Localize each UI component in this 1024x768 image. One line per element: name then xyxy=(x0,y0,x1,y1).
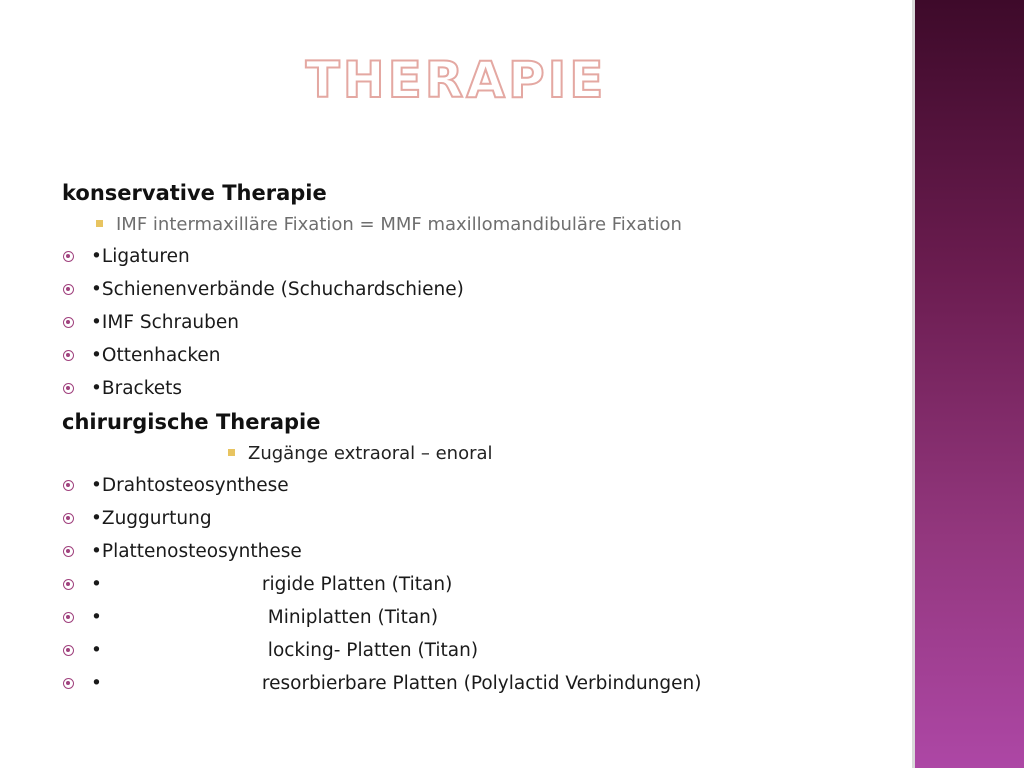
list-item xyxy=(62,471,902,504)
list-item-plate xyxy=(62,636,902,669)
list-item xyxy=(62,504,902,537)
section-heading-chirurgische: chirurgische Therapie xyxy=(62,410,321,434)
list-item-text: rigide Platten (Titan) xyxy=(261,574,453,595)
circle-bullet-icon xyxy=(63,251,74,262)
square-bullet-icon xyxy=(228,449,235,456)
list-item-text: •Schienenverbände (Schuchardschiene) xyxy=(91,279,464,300)
circle-bullet-icon xyxy=(63,645,74,656)
circle-bullet-icon xyxy=(63,317,74,328)
list-item xyxy=(62,341,902,374)
list-item xyxy=(62,242,902,275)
decorative-side-panel xyxy=(912,0,1024,768)
circle-bullet-icon xyxy=(63,350,74,361)
list-item-plate xyxy=(62,603,902,636)
slide-title: THERAPIE xyxy=(305,51,607,109)
sub-bullet-zugaenge xyxy=(62,439,902,471)
list-item-dot: • xyxy=(91,574,102,595)
list-item-text: •Ottenhacken xyxy=(91,345,221,366)
sub-bullet-text: IMF intermaxilläre Fixation = MMF maxillomandibuläre Fixation xyxy=(116,214,682,235)
list-item xyxy=(62,308,902,341)
circle-bullet-icon xyxy=(63,678,74,689)
list-item xyxy=(62,374,902,407)
list-item xyxy=(62,537,902,570)
list-item-plate xyxy=(62,570,902,603)
circle-bullet-icon xyxy=(63,284,74,295)
circle-bullet-icon xyxy=(63,579,74,590)
list-item-text: •IMF Schrauben xyxy=(91,312,240,333)
list-item-text: resorbierbare Platten (Polylactid Verbindungen) xyxy=(261,673,702,694)
list-item-text: •Zuggurtung xyxy=(91,508,212,529)
list-item-text: •Ligaturen xyxy=(91,246,190,267)
list-item-text: •Plattenosteosynthese xyxy=(91,541,302,562)
circle-bullet-icon xyxy=(63,383,74,394)
list-item-text: •Drahtosteosynthese xyxy=(91,475,289,496)
list-item-dot: • xyxy=(91,607,102,628)
list-item-text: locking- Platten (Titan) xyxy=(261,640,479,661)
list-item-dot: • xyxy=(91,640,102,661)
slide-content xyxy=(62,178,902,702)
sub-bullet-imf xyxy=(62,210,902,242)
square-bullet-icon xyxy=(96,220,103,227)
list-item-text: Miniplatten (Titan) xyxy=(261,607,439,628)
list-item xyxy=(62,275,902,308)
circle-bullet-icon xyxy=(63,513,74,524)
circle-bullet-icon xyxy=(63,546,74,557)
section-heading-konservative: konservative Therapie xyxy=(62,181,327,205)
list-item-text: •Brackets xyxy=(91,378,183,399)
circle-bullet-icon xyxy=(63,612,74,623)
list-item-plate xyxy=(62,669,902,702)
sub-bullet-text: Zugänge extraoral – enoral xyxy=(248,443,493,464)
circle-bullet-icon xyxy=(63,480,74,491)
list-item-dot: • xyxy=(91,673,102,694)
